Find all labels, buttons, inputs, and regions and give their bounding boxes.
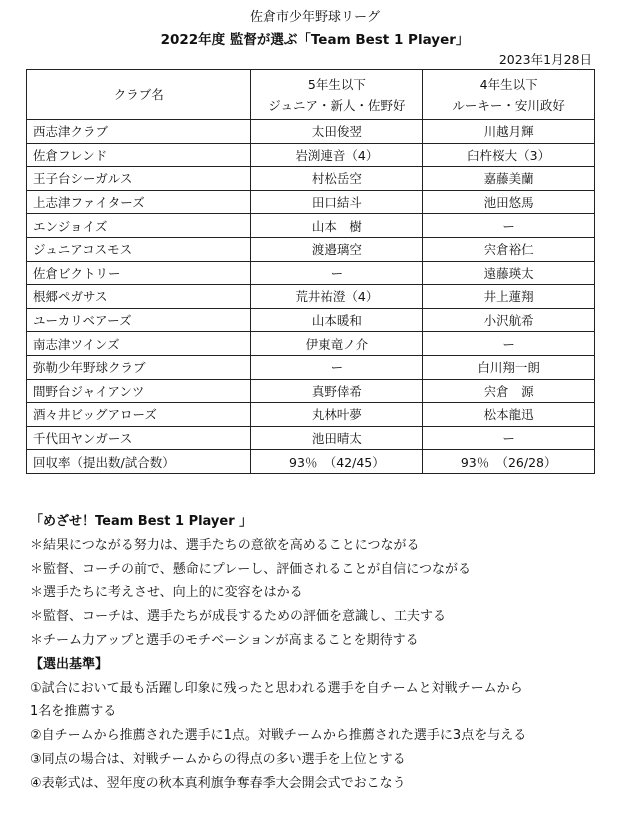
club-name: 南志津ツインズ — [27, 332, 251, 356]
club-name: 西志津クラブ — [27, 120, 251, 144]
goal-heading: 「めざせ！Team Best 1 Player 」 — [30, 514, 253, 529]
grade5-player: 池田晴太 — [251, 426, 423, 450]
header-club: クラブ名 — [27, 70, 251, 120]
goal-item: ＊監督、コーチは、選手たちが成長するための評価を意識し、工夫する — [30, 609, 447, 625]
table-row — [27, 261, 595, 285]
table-row — [27, 285, 595, 309]
club-name: 弥勒少年野球クラブ — [27, 355, 251, 379]
notes-section — [30, 510, 620, 796]
grade4-player: 松本龍迅 — [423, 403, 595, 427]
table-row — [27, 143, 595, 167]
club-name: ジュニアコスモス — [27, 237, 251, 261]
grade4-player: 宍倉裕仁 — [423, 237, 595, 261]
goal-item: ＊選手たちに考えさせ、向上的に変容をはかる — [30, 585, 303, 601]
awards-table — [26, 69, 595, 474]
grade4-player: ー — [423, 426, 595, 450]
collection-rate-label: 回収率（提出数/試合数） — [27, 450, 251, 474]
header-grade4-line1: 4年生以下 — [479, 76, 538, 92]
criteria-heading: 【選出基準】 — [30, 656, 109, 672]
club-name: 王子台シーガルス — [27, 167, 251, 191]
criteria-item: 1名を推薦する — [30, 704, 117, 720]
criteria-item: ②自チームから推薦された選手に1点。対戦チームから推薦された選手に3点を与える — [30, 728, 527, 744]
club-name: 佐倉フレンド — [27, 143, 251, 167]
goal-item: ＊結果につながる努力は、選手たちの意欲を高めることにつながる — [30, 537, 420, 553]
table-row — [27, 308, 595, 332]
table-row — [27, 190, 595, 214]
table-row — [27, 167, 595, 191]
document-date: 2023年1月28日 — [498, 52, 592, 67]
grade5-player: 太田俊翌 — [251, 120, 423, 144]
grade4-player: ー — [423, 214, 595, 238]
criteria-item: ③同点の場合は、対戦チームからの得点の多い選手を上位とする — [30, 751, 406, 767]
club-name: ユーカリベアーズ — [27, 308, 251, 332]
grade5-player: 山本暖和 — [251, 308, 423, 332]
club-name: 佐倉ビクトリー — [27, 261, 251, 285]
grade4-player: 宍倉 源 — [423, 379, 595, 403]
grade4-player: 川越月輝 — [423, 120, 595, 144]
grade5-player: 田口結斗 — [251, 190, 423, 214]
table-row — [27, 237, 595, 261]
goal-item: ＊チーム力アップと選手のモチベーションが高まることを期待する — [30, 632, 419, 648]
grade5-player: 村松岳空 — [251, 167, 423, 191]
table-row — [27, 332, 595, 356]
grade4-player: 遠藤瑛太 — [423, 261, 595, 285]
grade4-player: 臼杵桜大（3） — [423, 143, 595, 167]
collection-rate-grade4: 93％ （26/28） — [423, 450, 595, 474]
criteria-item: ④表彰式は、翌年度の秋本真利旗争奪春季大会開会式でおこなう — [30, 775, 406, 791]
header-grade5 — [251, 70, 423, 120]
grade5-player: 丸林叶夢 — [251, 403, 423, 427]
grade5-player: 真野倖希 — [251, 379, 423, 403]
grade5-player: ー — [251, 261, 423, 285]
goal-item: ＊監督、コーチの前で、懸命にプレーし、評価されることが自信につながる — [30, 561, 471, 577]
grade5-player: 渡邉璃空 — [251, 237, 423, 261]
grade5-player: 伊東竜ノ介 — [251, 332, 423, 356]
collection-rate-grade5: 93％ （42/45） — [251, 450, 423, 474]
club-name: 千代田ヤンガース — [27, 426, 251, 450]
table-header-row — [27, 70, 595, 120]
header-grade5-line1: 5年生以下 — [307, 76, 366, 92]
table-row — [27, 403, 595, 427]
collection-rate-row — [27, 450, 595, 474]
page-title: 2022年度 監督が選ぶ「Team Best 1 Player」 — [160, 32, 470, 48]
table-row — [27, 214, 595, 238]
club-name: 上志津ファイターズ — [27, 190, 251, 214]
grade4-player: 井上蓮翔 — [423, 285, 595, 309]
grade4-player: 嘉藤美蘭 — [423, 167, 595, 191]
grade4-player: ー — [423, 332, 595, 356]
grade5-player: 山本 樹 — [251, 214, 423, 238]
grade4-player: 白川翔一朗 — [423, 355, 595, 379]
header-grade4-line2: ルーキー・安川政好 — [452, 97, 565, 113]
club-name: エンジョイズ — [27, 214, 251, 238]
grade4-player: 小沢航希 — [423, 308, 595, 332]
club-name: 酒々井ビッグアローズ — [27, 403, 251, 427]
grade5-player: 岩渕連音（4） — [251, 143, 423, 167]
table-row — [27, 355, 595, 379]
table-row — [27, 426, 595, 450]
grade4-player: 池田悠馬 — [423, 190, 595, 214]
criteria-item: ①試合において最も活躍し印象に残ったと思われる選手を自チームと対戦チームから — [30, 680, 523, 696]
grade5-player: 荒井祐澄（4） — [251, 285, 423, 309]
grade5-player: ー — [251, 355, 423, 379]
club-name: 間野台ジャイアンツ — [27, 379, 251, 403]
table-row — [27, 379, 595, 403]
table-row — [27, 120, 595, 144]
club-name: 根郷ペガサス — [27, 285, 251, 309]
header-grade4 — [423, 70, 595, 120]
org-name: 佐倉市少年野球リーグ — [249, 10, 380, 25]
header-grade5-line2: ジュニア・新人・佐野好 — [268, 97, 406, 113]
